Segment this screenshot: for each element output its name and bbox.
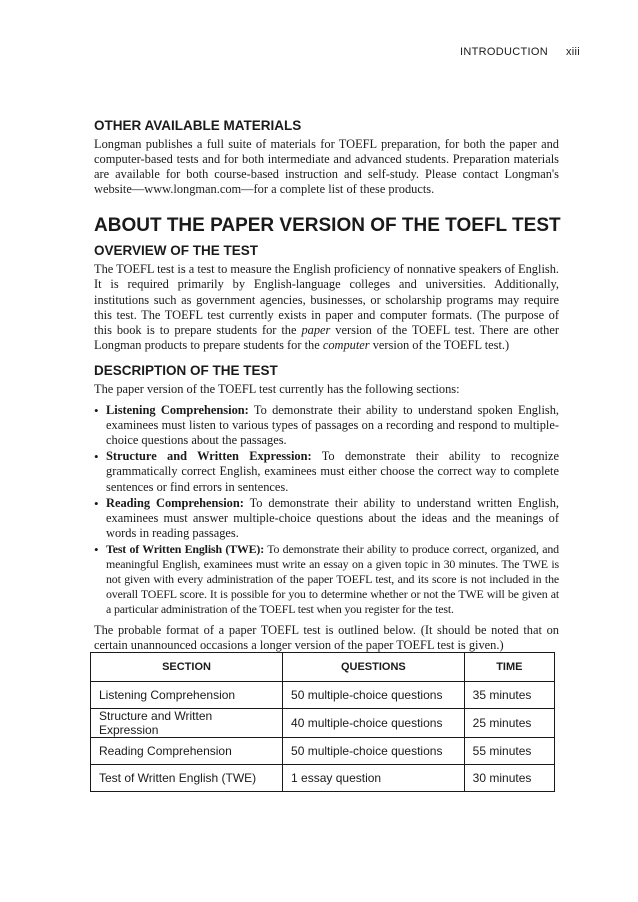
page-number: xiii (565, 46, 580, 58)
list-item (94, 542, 559, 617)
list-item-text: To demonstrate their ability to produce correct, organized, and meaningful English, examinees must write an essay on a given topic in 30 minutes. The TWE is not given with every administration of the paper TOEFL test, and its score is not included in the overall TOEFL score. It is possible for you to determine whether or not the TWE will be given at a particular administration of the TOEFL test when you register for the test. (106, 541, 559, 617)
table-row (91, 682, 555, 709)
cell-section: Test of Written English (TWE) (91, 765, 283, 792)
list-item-text: To demonstrate their ability to recognize grammatically correct English, examinees must either choose the correct way to complete sentences or find errors in sentences. (106, 449, 559, 494)
cell-questions: 50 multiple-choice questions (283, 682, 465, 709)
overview-text-start: The TOEFL test is a test to measure the English proficiency of nonnative speakers of English. It is required primarily by English-language colleges and universities. Additionally, institutions such as government agencies, businesses, or scholarship programs may require this test. The TOEFL test currently exists in paper and computer formats. (The purpose of this book is to prepare students for the (94, 262, 559, 337)
overview-emph-computer: computer (322, 337, 370, 352)
overview-text-end: version of the TOEFL test.) (369, 337, 510, 352)
column-header-section: SECTION (91, 653, 283, 682)
column-header-time: TIME (464, 653, 554, 682)
list-item-text: To demonstrate their ability to understand written English, examinees must answer multiple-choice questions about the ideas and the meanings of words in reading passages. (106, 495, 559, 540)
list-item-text: To demonstrate their ability to understand spoken English, examinees must listen to various types of passages on a recording and respond to multiple-choice questions about the passages. (106, 403, 560, 448)
list-item-term: Listening Comprehension: (106, 403, 249, 418)
column-header-questions: QUESTIONS (283, 653, 465, 682)
section-label: INTRODUCTION (460, 46, 548, 58)
cell-section: Reading Comprehension (91, 738, 283, 765)
list-item-term: Reading Comprehension: (106, 495, 244, 510)
list-item-term: Structure and Written Expression: (106, 449, 312, 464)
description-intro: The paper version of the TOEFL test currently has the following sections: (94, 381, 460, 396)
other-materials-paragraph: Longman publishes a full suite of materials for TOEFL preparation, for both the paper and computer-based tests and for both intermediate and advanced students. Preparation materials are available for both course-based instruction and self-study. Please contact Longman's website—www.longman.com—for a complete list of these products. (94, 137, 559, 197)
page-content (94, 118, 559, 660)
list-item (94, 496, 559, 541)
cell-questions: 40 multiple-choice questions (283, 709, 465, 738)
description-heading: DESCRIPTION OF THE TEST (94, 362, 278, 378)
table-row (91, 738, 555, 765)
format-note-paragraph: The probable format of a paper TOEFL test is outlined below. (It should be noted that on certain unannounced occasions a longer version of the paper TOEFL test is given.) (94, 623, 559, 653)
overview-heading: OVERVIEW OF THE TEST (94, 243, 259, 259)
overview-paragraph (94, 262, 559, 353)
cell-questions: 50 multiple-choice questions (283, 738, 465, 765)
running-head (460, 46, 580, 58)
about-heading-text: ABOUT THE PAPER VERSION OF THE TOEFL TEST (94, 215, 561, 237)
test-sections-list (94, 403, 559, 617)
cell-section: Structure and Written Expression (91, 709, 283, 738)
cell-section: Listening Comprehension (91, 682, 283, 709)
about-paper-version-heading (94, 215, 559, 237)
table-row (91, 709, 555, 738)
overview-text-mid: version of the TOEFL test. There are other Longman products to prepare students for the (94, 322, 559, 352)
cell-time: 55 minutes (464, 738, 554, 765)
table-row (91, 765, 555, 792)
cell-time: 25 minutes (464, 709, 554, 738)
table-header-row (91, 653, 555, 682)
overview-emph-paper: paper (301, 322, 331, 337)
other-materials-heading: OTHER AVAILABLE MATERIALS (94, 118, 302, 133)
cell-questions: 1 essay question (283, 765, 465, 792)
cell-time: 35 minutes (464, 682, 554, 709)
test-format-table (90, 652, 555, 792)
list-item (94, 403, 559, 448)
cell-time: 30 minutes (464, 765, 554, 792)
list-item (94, 449, 559, 494)
list-item-term: Test of Written English (TWE): (106, 541, 265, 556)
